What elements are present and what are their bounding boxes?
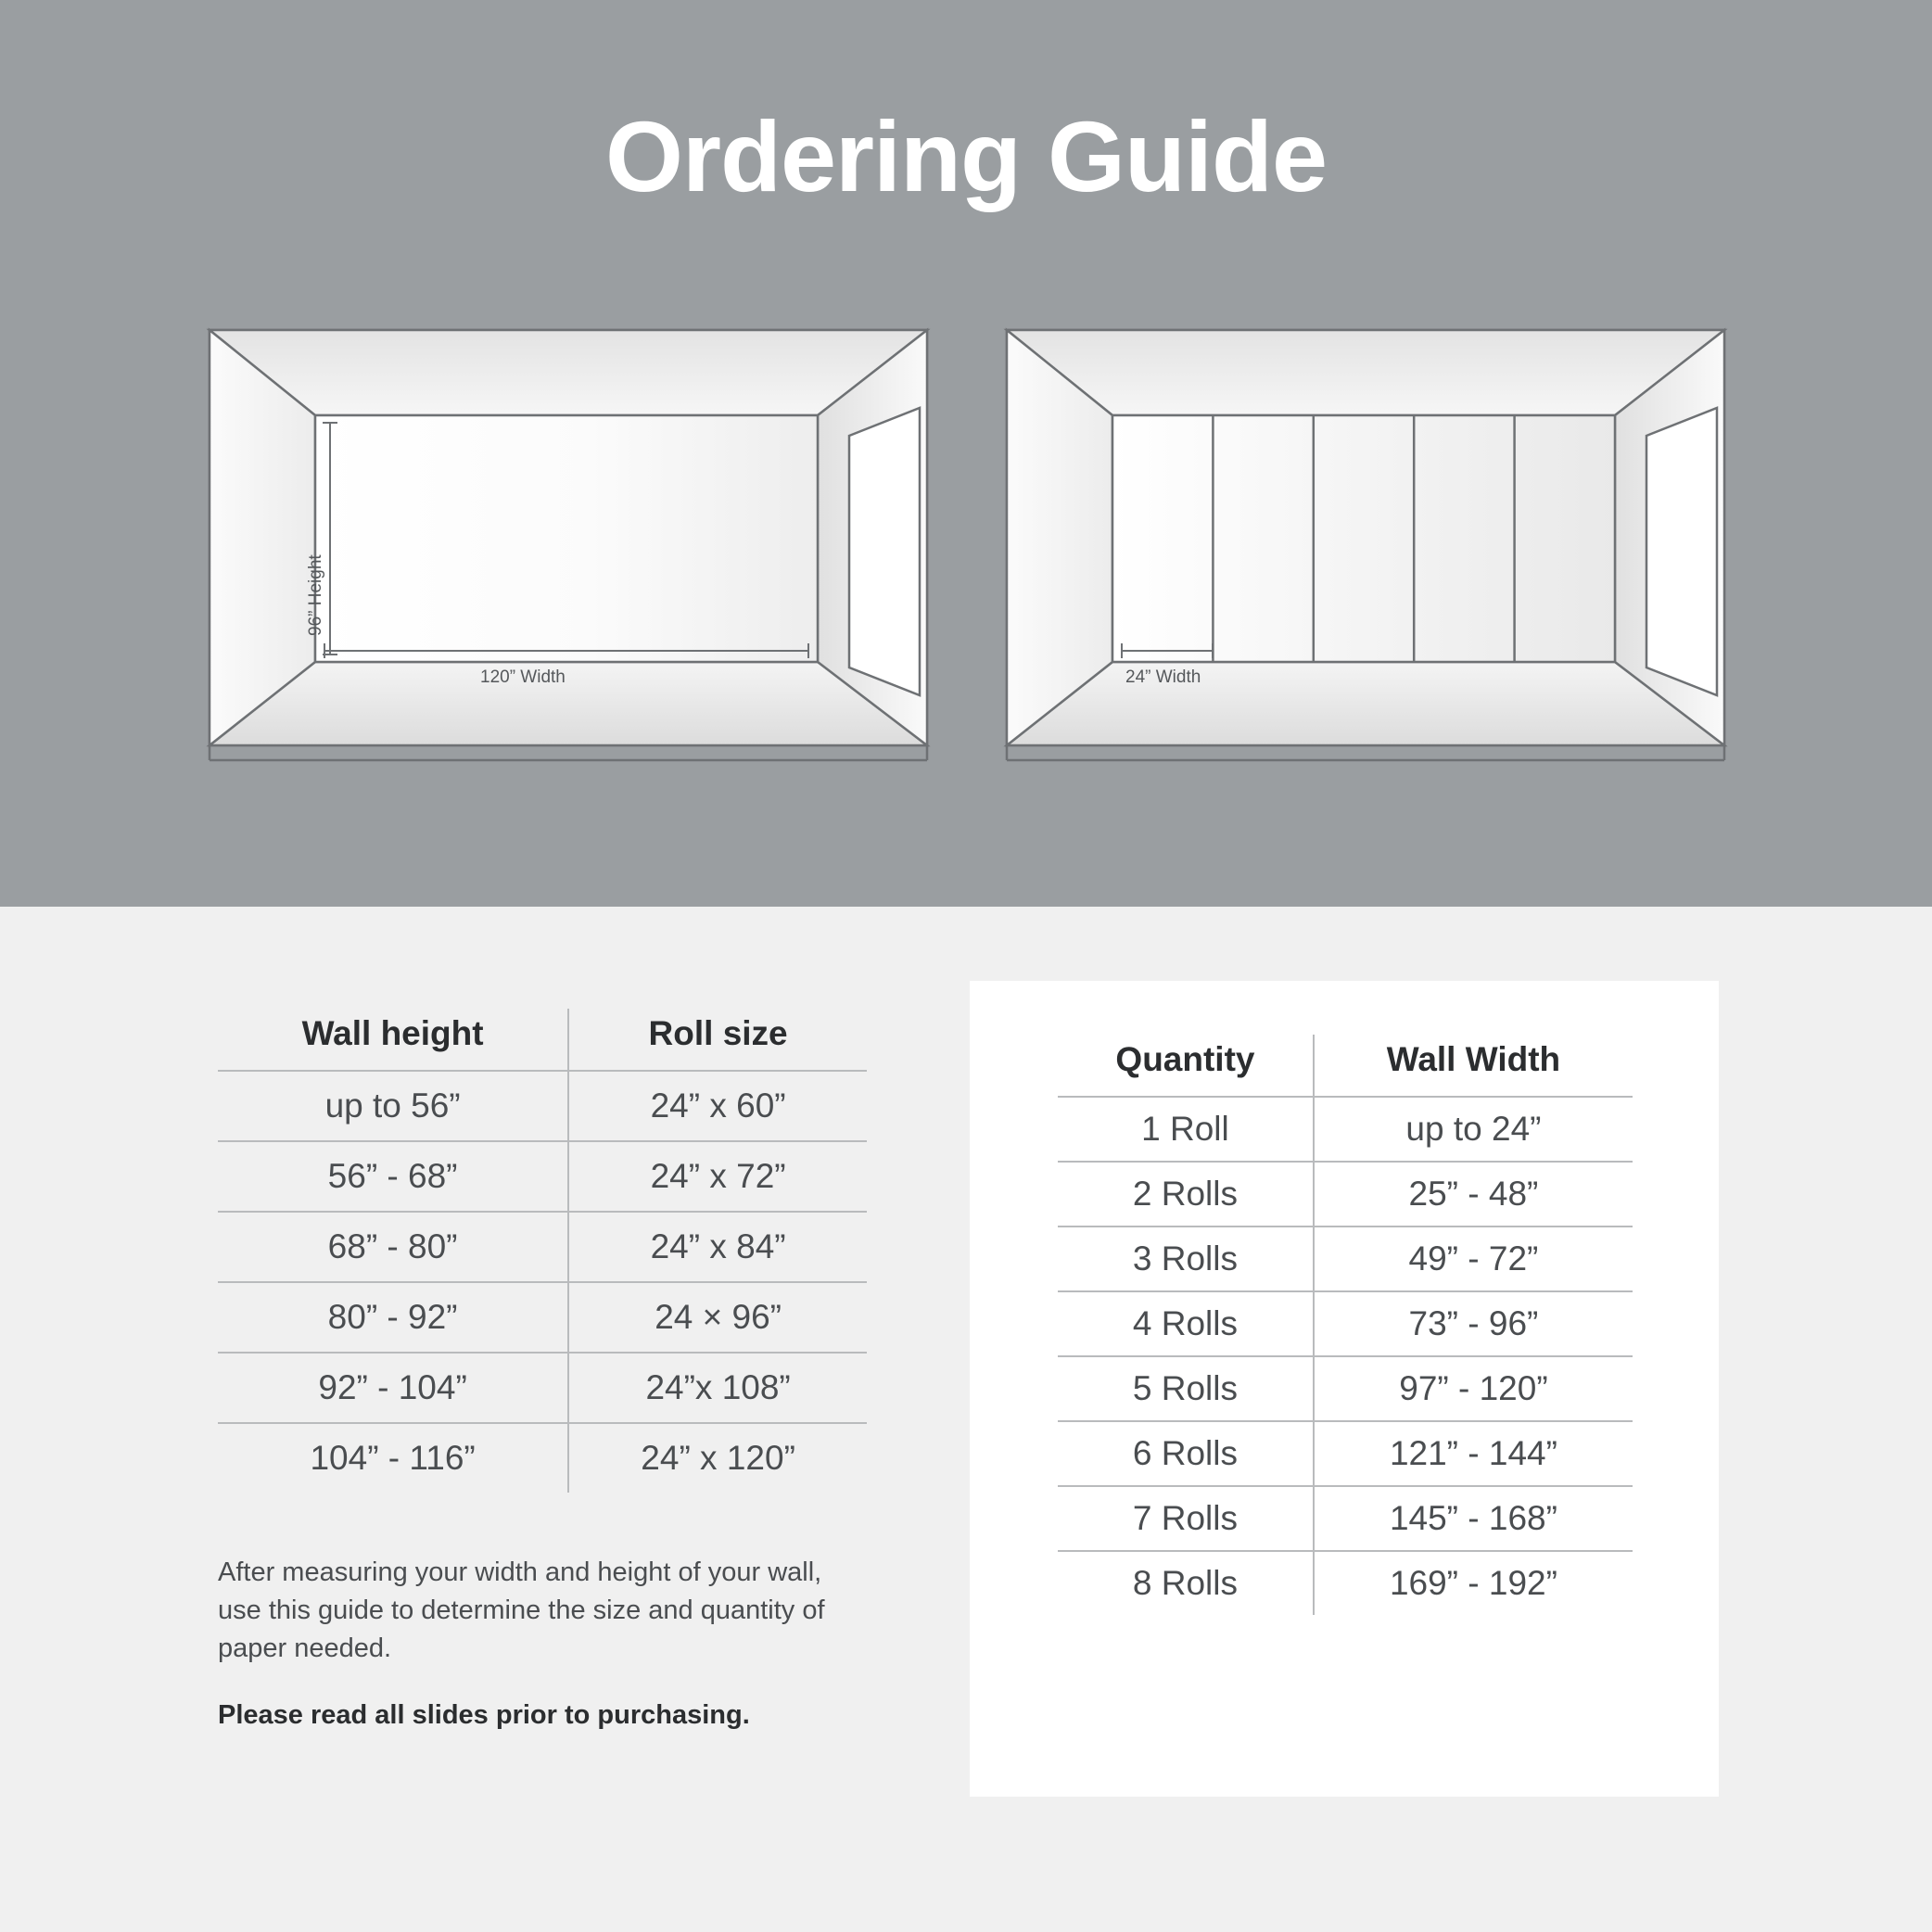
cell-roll-size: 24” x 84” [568, 1212, 867, 1282]
wall-height-panel [218, 1009, 867, 1731]
room-diagram-single-wall [206, 326, 931, 781]
cell-roll-size: 24” x 60” [568, 1071, 867, 1141]
header-wall-width: Wall Width [1314, 1035, 1633, 1097]
quantity-card [970, 981, 1719, 1797]
table-row [1058, 1162, 1633, 1227]
cell-quantity: 3 Rolls [1058, 1227, 1314, 1291]
cell-wall-width: 145” - 168” [1314, 1486, 1633, 1551]
page-title: Ordering Guide [604, 100, 1328, 212]
bottom-section [0, 907, 1932, 1932]
cell-quantity: 6 Rolls [1058, 1421, 1314, 1486]
table-row [218, 1071, 867, 1141]
cell-quantity: 8 Rolls [1058, 1551, 1314, 1615]
quantity-table [1058, 1035, 1633, 1615]
cell-roll-size: 24” x 120” [568, 1423, 867, 1493]
cell-quantity: 2 Rolls [1058, 1162, 1314, 1227]
cell-wall-height: 104” - 116” [218, 1423, 568, 1493]
cell-wall-width: 169” - 192” [1314, 1551, 1633, 1615]
cell-wall-height: 92” - 104” [218, 1353, 568, 1423]
cell-wall-height: 56” - 68” [218, 1141, 568, 1212]
table-row [1058, 1486, 1633, 1551]
cell-wall-height: 80” - 92” [218, 1282, 568, 1353]
table-row [1058, 1551, 1633, 1615]
hero-banner [0, 0, 1932, 907]
cell-roll-size: 24 × 96” [568, 1282, 867, 1353]
wall-height-table [218, 1009, 867, 1493]
table-row [218, 1282, 867, 1353]
cell-wall-width: 97” - 120” [1314, 1356, 1633, 1421]
left-diagram-width-label: 120” Width [480, 667, 566, 687]
cell-wall-width: up to 24” [1314, 1097, 1633, 1162]
table-row [1058, 1356, 1633, 1421]
table-row [1058, 1291, 1633, 1356]
cell-quantity: 1 Roll [1058, 1097, 1314, 1162]
table-row [218, 1141, 867, 1212]
cell-quantity: 4 Rolls [1058, 1291, 1314, 1356]
table-header-row [1058, 1035, 1633, 1097]
left-diagram-height-label: 96” Height [306, 554, 325, 636]
cell-wall-width: 73” - 96” [1314, 1291, 1633, 1356]
instructions-text: After measuring your width and height of your wall, use this guide to determine the size and quantity of paper needed. [218, 1557, 825, 1664]
cell-wall-height: up to 56” [218, 1071, 568, 1141]
cell-wall-height: 68” - 80” [218, 1212, 568, 1282]
header-quantity: Quantity [1115, 1040, 1255, 1078]
cell-roll-size: 24” x 72” [568, 1141, 867, 1212]
table-row [1058, 1421, 1633, 1486]
table-row [1058, 1227, 1633, 1291]
table-row [1058, 1097, 1633, 1162]
table-header-row [218, 1009, 867, 1071]
room-diagram-panelled-wall [1003, 326, 1728, 781]
header-wall-height: Wall height [301, 1014, 484, 1052]
cell-roll-size: 24”x 108” [568, 1353, 867, 1423]
cell-quantity: 7 Rolls [1058, 1486, 1314, 1551]
instructions-emphasis: Please read all slides prior to purchasing. [218, 1699, 750, 1730]
table-row [218, 1423, 867, 1493]
cell-wall-width: 49” - 72” [1314, 1227, 1633, 1291]
cell-wall-width: 25” - 48” [1314, 1162, 1633, 1227]
table-row [218, 1212, 867, 1282]
header-roll-size: Roll size [568, 1009, 867, 1071]
table-row [218, 1353, 867, 1423]
cell-quantity: 5 Rolls [1058, 1356, 1314, 1421]
right-diagram-width-label: 24” Width [1125, 667, 1201, 687]
cell-wall-width: 121” - 144” [1314, 1421, 1633, 1486]
